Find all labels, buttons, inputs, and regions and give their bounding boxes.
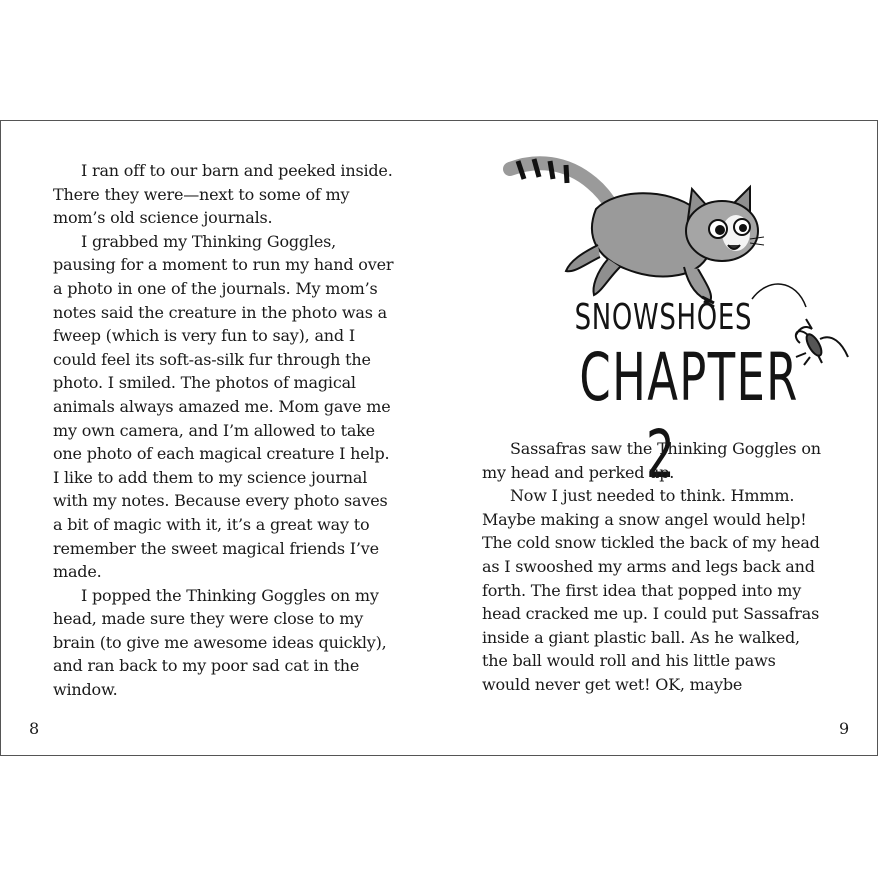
chapter-title: CHAPTER 2 <box>579 339 799 493</box>
paragraph: I grabbed my Thinking Goggles, pausing for a moment to run my hand over a photo in one of the journals. My mom’s notes said the creature in the photo was a fweep (which is very fun to say), and I could feel its soft-as-silk fur through the photo. I smiled. The photos of magical animals always amazed me. Mom gave me my own camera, and I’m allowed to take one photo of each magical creature I help. I like to add them to my science journal with my notes. Because every photo saves a bit of magic with it, it’s a great way to remember the sweet magical friends I’ve made. <box>53 231 394 582</box>
paragraph: Sassafras saw the Thinking Goggles on my head and perked up. <box>482 439 821 482</box>
paragraph: I ran off to our barn and peeked inside. There they were—next to some of my mom’s old science journals. <box>53 161 393 228</box>
cat-tail <box>510 159 614 209</box>
right-page-text <box>482 437 828 697</box>
cat-head <box>686 187 764 261</box>
chapter-subtitle: SNOWSHOES <box>574 297 753 338</box>
left-page-text <box>53 159 399 702</box>
page-number-left: 8 <box>29 719 40 738</box>
book-spread <box>0 120 878 756</box>
page-number-right: 9 <box>839 719 850 738</box>
motion-line <box>752 284 806 307</box>
paragraph: I popped the Thinking Goggles on my head, made sure they were close to my brain (to give me awesome ideas quickly), and ran back to my poor sad cat in the window. <box>53 585 387 700</box>
paragraph: Now I just needed to think. Hmmm. Maybe making a snow angel would help! The cold snow tickled the back of my head as I swooshed my arms and legs back and forth. The first idea that popped into my head cracked me up. I could put Sassafras inside a giant plastic ball. As he walked, the ball would roll and his little paws would never get wet! OK, maybe <box>482 486 820 694</box>
bug-icon <box>796 319 848 365</box>
